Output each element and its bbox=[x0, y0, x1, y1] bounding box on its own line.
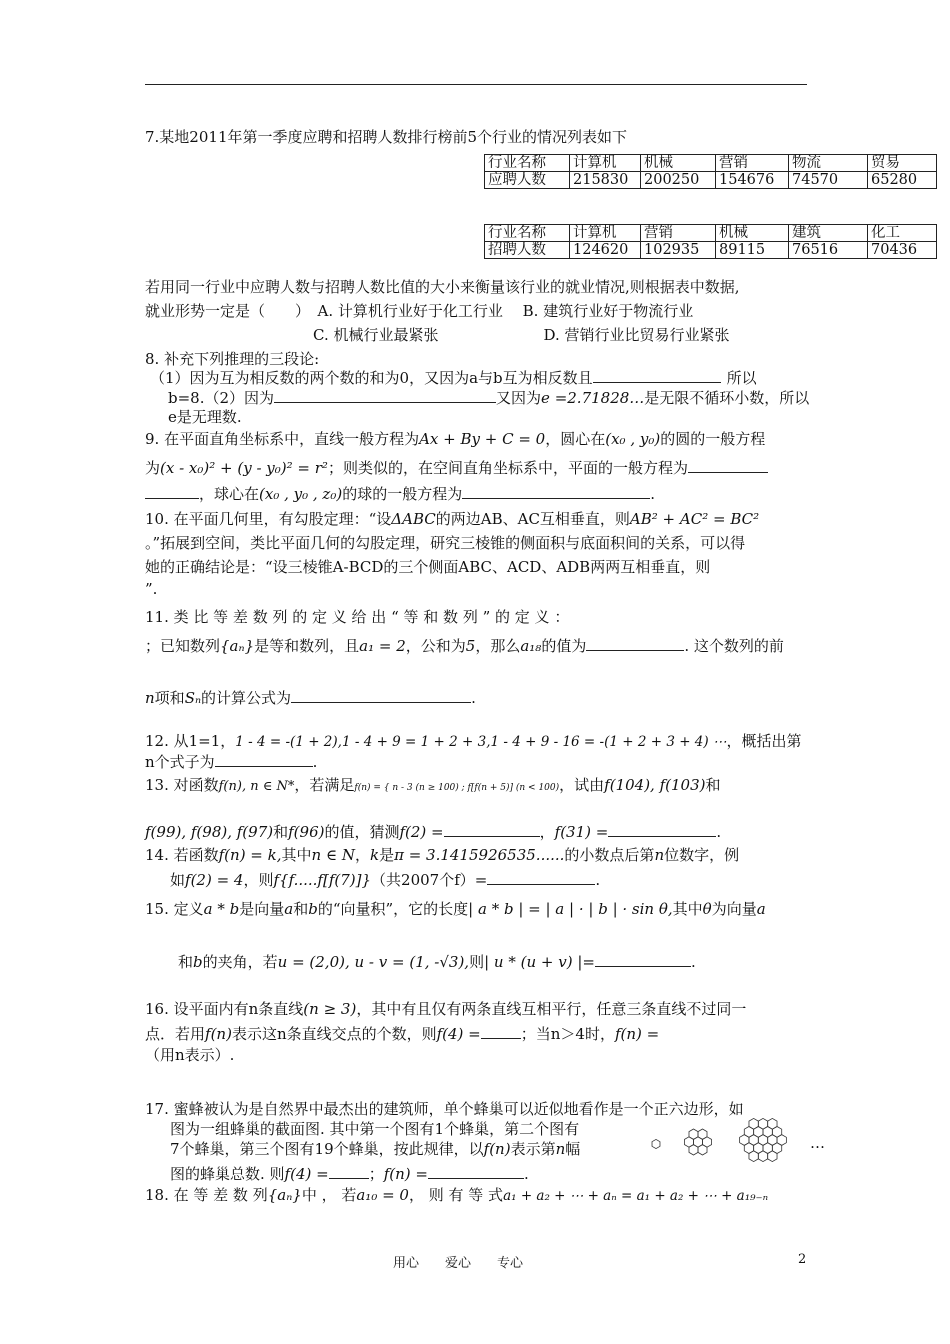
answer-blank[interactable] bbox=[481, 1024, 521, 1039]
q7-table-applicants bbox=[484, 154, 937, 189]
table-cell: 建筑 bbox=[789, 225, 868, 242]
math-expr: a * b bbox=[203, 900, 240, 918]
honeycomb-cell bbox=[703, 1137, 712, 1147]
q13-text: 的值，猜测 bbox=[324, 823, 400, 841]
math-expr: 1 - 4 = -(1 + 2),1 - 4 + 9 = 1 + 2 + 3,1 - 4 + 9 - 16 = -(1 + 2 + 3 + 4) ⋯ bbox=[235, 734, 727, 750]
q9-text: 的圆的一般方程 bbox=[660, 430, 766, 448]
q15-text: 的“向量积”，它的长度 bbox=[317, 900, 469, 918]
math-expr: b bbox=[308, 900, 318, 918]
q8-text: b=8.（2）因为 bbox=[168, 389, 275, 407]
math-expr: n bbox=[555, 1140, 566, 1158]
table-cell: 70436 bbox=[868, 242, 937, 259]
q15-text: 其中 bbox=[672, 900, 703, 918]
answer-blank[interactable] bbox=[444, 822, 540, 837]
q12-text: n个式子为 bbox=[145, 753, 215, 771]
math-expr: f(96) bbox=[288, 823, 325, 841]
math-expr: f(104), f(103) bbox=[604, 776, 706, 794]
q15-text: 是向量 bbox=[239, 900, 285, 918]
honeycomb-figures bbox=[648, 1110, 818, 1174]
math-expr: a₁ = 2 bbox=[359, 637, 406, 655]
q14-line-2 bbox=[170, 870, 835, 889]
q15-text: 的夹角，若 bbox=[202, 953, 278, 971]
math-expr: f(2) = bbox=[399, 823, 444, 841]
q10-line-1 bbox=[145, 510, 810, 528]
table-cell: 化工 bbox=[868, 225, 937, 242]
answer-blank[interactable] bbox=[487, 870, 595, 885]
q14-text: 如 bbox=[170, 871, 186, 889]
table-cell: 行业名称 bbox=[485, 225, 570, 242]
table-cell: 计算机 bbox=[570, 225, 641, 242]
q14-line-1 bbox=[145, 846, 810, 864]
q15-text: 为向量 bbox=[711, 900, 757, 918]
q17-text: 表示第 bbox=[510, 1140, 556, 1158]
q8-text: （1）因为互为相反数的两个数的和为0，又因为a与b互为相反数且 bbox=[150, 369, 593, 387]
answer-blank[interactable] bbox=[145, 484, 199, 499]
q12-text: ，概括出第 bbox=[726, 732, 802, 750]
q18-text: 18. 在 等 差 数 列 bbox=[145, 1186, 268, 1204]
q14-text: 其中 bbox=[281, 846, 312, 864]
q7-title: 7.某地2011年第一季度应聘和招聘人数排行榜前5个行业的情况列表如下 bbox=[145, 128, 628, 146]
table-cell: 应聘人数 bbox=[485, 172, 570, 189]
table-cell: 65280 bbox=[868, 172, 937, 189]
q8-line-2 bbox=[168, 388, 810, 407]
q8-text: 是无限不循环小数，所以 bbox=[644, 389, 810, 407]
q14-text: ，则 bbox=[243, 871, 274, 889]
q13-text: ，若满足 bbox=[294, 776, 355, 794]
q16-text: ；当n＞4时， bbox=[520, 1025, 615, 1043]
math-expr: f(99), f(98), f(97) bbox=[145, 823, 274, 841]
q11-text: 是等和数列，且 bbox=[254, 637, 360, 655]
q9-text: ，球心在 bbox=[199, 485, 260, 503]
q9-line-3 bbox=[145, 484, 810, 503]
q13-text: . bbox=[716, 823, 722, 841]
math-expr: f(2) = 4 bbox=[185, 871, 244, 889]
math-expr: a bbox=[756, 900, 766, 918]
q8-text: 又因为 bbox=[496, 389, 542, 407]
table-cell: 74570 bbox=[789, 172, 868, 189]
q12-text: 12. 从1=1， bbox=[145, 732, 236, 750]
math-expr: n ∈ N bbox=[311, 846, 355, 864]
q11-line-3 bbox=[145, 688, 810, 707]
table-cell: 154676 bbox=[716, 172, 789, 189]
math-expr: {aₙ} bbox=[220, 637, 255, 655]
q16-text: 16. 设平面内有n条直线 bbox=[145, 1000, 304, 1018]
q8-line-3: e是无理数. bbox=[168, 408, 242, 426]
math-expr: f(31) = bbox=[554, 823, 609, 841]
math-expr: f(4) = bbox=[436, 1025, 481, 1043]
q11-text: 项和 bbox=[154, 689, 185, 707]
q9-line-2 bbox=[145, 458, 810, 477]
math-expr: f(4) = bbox=[284, 1165, 329, 1183]
q15-text: = bbox=[582, 953, 595, 971]
math-expr: a₁₀ = 0 bbox=[356, 1186, 409, 1204]
q10-line-4: ”. bbox=[145, 580, 158, 598]
math-expr: Sₙ bbox=[184, 689, 202, 707]
q7-text-2: 就业形势一定是（ ） A. 计算机行业好于化工行业 B. 建筑行业好于物流行业 bbox=[145, 302, 694, 320]
q10-line-3: 她的正确结论是：“设三棱锥A-BCD的三个侧面ABC、ACD、ADB两两互相垂直，则 bbox=[145, 558, 711, 576]
table-cell: 计算机 bbox=[570, 155, 641, 172]
q13-line-1 bbox=[145, 776, 810, 797]
math-expr: u = (2,0), u - v = (1, -√3), bbox=[277, 953, 470, 971]
q10-line-2: 。”拓展到空间，类比平面几何的勾股定理，研究三棱锥的侧面积与底面积间的关系，可以得 bbox=[145, 534, 746, 552]
q15-text: 15. 定义 bbox=[145, 900, 204, 918]
q9-line-1 bbox=[145, 430, 810, 448]
q7-text-3: C. 机械行业最紧张 D. 营销行业比贸易行业紧张 bbox=[313, 326, 730, 344]
table-cell: 124620 bbox=[570, 242, 641, 259]
q11-line-1: 11. 类 比 等 差 数 列 的 定 义 给 出 “ 等 和 数 列 ” 的 定 义 ： bbox=[145, 608, 570, 626]
q11-line-2 bbox=[145, 636, 810, 655]
math-expr: (x₀ , y₀) bbox=[605, 430, 661, 448]
footer-text: 用心 爱心 专心 bbox=[393, 1256, 524, 1271]
math-expr: π = 3.1415926535...... bbox=[394, 846, 565, 864]
answer-blank[interactable] bbox=[274, 388, 496, 403]
q11-text: ，公和为 bbox=[405, 637, 466, 655]
table-row bbox=[485, 155, 937, 172]
q10-text: 10. 在平面几何里，有勾股定理：“设 bbox=[145, 510, 392, 528]
math-expr: n bbox=[654, 846, 665, 864]
q16-text: 表示这n条直线交点的个数，则 bbox=[231, 1025, 437, 1043]
answer-blank[interactable] bbox=[608, 822, 716, 837]
q12-line-1 bbox=[145, 732, 810, 751]
answer-blank[interactable] bbox=[462, 484, 650, 499]
q16-line-2 bbox=[145, 1024, 810, 1043]
table-cell: 200250 bbox=[641, 172, 716, 189]
q15-text: 则 bbox=[469, 953, 485, 971]
q18-text: ， 则 有 等 式 bbox=[408, 1186, 504, 1204]
table-cell: 89115 bbox=[716, 242, 789, 259]
table-cell: 营销 bbox=[641, 225, 716, 242]
q15-text: . bbox=[690, 953, 696, 971]
honeycomb-figure-3 bbox=[740, 1118, 787, 1161]
math-expr: (x - x₀)² + (y - y₀)² = r² bbox=[160, 459, 328, 477]
table-cell: 物流 bbox=[789, 155, 868, 172]
q11-text: ；已知数列 bbox=[145, 637, 221, 655]
q14-text: ， bbox=[354, 846, 370, 864]
q10-text: 的两边AB、AC互相垂直，则 bbox=[435, 510, 630, 528]
honeycomb-cell bbox=[652, 1139, 660, 1148]
q15-line-1 bbox=[145, 900, 810, 918]
table-cell: 营销 bbox=[716, 155, 789, 172]
q14-text: 的小数点后第 bbox=[564, 846, 655, 864]
q14-text: 是 bbox=[379, 846, 395, 864]
q13-text: 和 bbox=[273, 823, 289, 841]
answer-blank[interactable] bbox=[586, 636, 684, 651]
honeycomb-figure-2 bbox=[684, 1129, 711, 1155]
math-expr: 5 bbox=[465, 637, 476, 655]
q14-text: . bbox=[595, 871, 601, 889]
honeycomb-cell bbox=[777, 1135, 786, 1146]
math-expr: f(n) = k, bbox=[218, 846, 282, 864]
math-expr: f(n) = bbox=[383, 1165, 428, 1183]
table-cell: 76516 bbox=[789, 242, 868, 259]
table-cell: 招聘人数 bbox=[485, 242, 570, 259]
q14-text: 14. 若函数 bbox=[145, 846, 219, 864]
math-expr: Ax + By + C = 0 bbox=[419, 430, 546, 448]
math-expr: f(n) bbox=[483, 1140, 511, 1158]
q13-text: ， bbox=[539, 823, 555, 841]
q15-line-2 bbox=[178, 952, 843, 971]
q11-text: . 这个数列的前 bbox=[684, 637, 784, 655]
math-expr: f{f.....f[f(7)]} bbox=[273, 871, 372, 889]
math-expr: n bbox=[145, 689, 155, 707]
q11-text: . bbox=[471, 689, 476, 707]
answer-blank[interactable] bbox=[215, 752, 313, 767]
q16-text: 点．若用 bbox=[145, 1025, 206, 1043]
q15-text: 和 bbox=[293, 900, 309, 918]
math-expr: e =2.71828… bbox=[541, 389, 645, 407]
math-expr: k bbox=[369, 846, 380, 864]
math-expr: a₁ + a₂ + ⋯ + aₙ = a₁ + a₂ + ⋯ + a₁₉₋ₙ bbox=[503, 1188, 769, 1204]
math-expr: ΔABC bbox=[391, 510, 436, 528]
answer-blank[interactable] bbox=[595, 952, 691, 967]
math-expr: a₁₈ bbox=[520, 637, 542, 655]
q17-text: 7个蜂巢，第三个图有19个蜂巢，按此规律，以 bbox=[170, 1140, 484, 1158]
table-cell: 行业名称 bbox=[485, 155, 570, 172]
q9-text: . bbox=[650, 485, 656, 503]
math-expr: f(n), n ∈ N* bbox=[218, 779, 295, 794]
honeycomb-ellipsis: … bbox=[810, 1134, 825, 1152]
table-cell: 机械 bbox=[641, 155, 716, 172]
math-expr: (x₀ , y₀ , z₀) bbox=[259, 485, 343, 503]
q13-text: 13. 对函数 bbox=[145, 776, 219, 794]
q14-text: （共2007个f）= bbox=[371, 871, 488, 889]
q14-text: 位数字，例 bbox=[664, 846, 740, 864]
math-expr: f(n) = bbox=[614, 1025, 660, 1043]
q17-text: 幅 bbox=[565, 1140, 581, 1158]
page-number: 2 bbox=[798, 1252, 807, 1267]
answer-blank[interactable] bbox=[291, 688, 471, 703]
q12-line-2 bbox=[145, 752, 810, 771]
math-expr: f(n) bbox=[205, 1025, 232, 1043]
answer-blank[interactable] bbox=[329, 1164, 369, 1179]
math-expr: AB² + AC² = BC² bbox=[629, 510, 760, 528]
table-row bbox=[485, 225, 937, 242]
answer-blank[interactable] bbox=[428, 1164, 524, 1179]
header-rule bbox=[145, 84, 807, 85]
q9-text: 为 bbox=[145, 459, 161, 477]
math-expr: b bbox=[193, 953, 203, 971]
q9-text: 的球的一般方程为 bbox=[342, 485, 463, 503]
q17-text: ； bbox=[368, 1165, 384, 1183]
q7-text-1: 若用同一行业中应聘人数与招聘人数比值的大小来衡量该行业的就业情况,则根据表中数据, bbox=[145, 278, 740, 296]
math-expr: {aₙ} bbox=[267, 1186, 302, 1204]
q9-text: ，圆心在 bbox=[545, 430, 606, 448]
table-cell: 215830 bbox=[570, 172, 641, 189]
q11-text: ，那么 bbox=[475, 637, 521, 655]
q11-text: 的值为 bbox=[541, 637, 587, 655]
q18-text: 中 ， 若 bbox=[301, 1186, 357, 1204]
q16-line-1 bbox=[145, 1000, 810, 1018]
math-expr: (n ≥ 3) bbox=[303, 1000, 357, 1018]
math-expr: a bbox=[284, 900, 294, 918]
q17-line-2: 图为一组蜂巢的截面图. 其中第一个图有1个蜂巢，第二个图有 bbox=[170, 1120, 580, 1138]
table-row bbox=[485, 172, 937, 189]
answer-blank[interactable] bbox=[688, 458, 768, 473]
q16-line-3: （用n表示）. bbox=[145, 1046, 235, 1064]
q13-text: 和 bbox=[705, 776, 721, 794]
q9-text: ；则类似的，在空间直角坐标系中，平面的一般方程为 bbox=[327, 459, 688, 477]
math-piecewise: f(n) = { n - 3 (n ≥ 100) ; f[f(n + 5)] (n < 100) bbox=[354, 783, 560, 793]
q11-text: 的计算公式为 bbox=[201, 689, 292, 707]
q13-text: ，试由 bbox=[559, 776, 605, 794]
table-cell: 102935 bbox=[641, 242, 716, 259]
table-row bbox=[485, 242, 937, 259]
table-cell: 机械 bbox=[716, 225, 789, 242]
q17-text: . bbox=[523, 1165, 529, 1183]
math-expr: | a * b | = | a | · | b | · sin θ, bbox=[468, 900, 673, 918]
q15-text: 和 bbox=[178, 953, 194, 971]
q9-text: 9. 在平面直角坐标系中，直线一般方程为 bbox=[145, 430, 420, 448]
q18-line-1 bbox=[145, 1186, 810, 1205]
q8-line-1 bbox=[150, 368, 792, 387]
q16-text: ，其中有且仅有两条直线互相平行，任意三条直线不过同一 bbox=[356, 1000, 747, 1018]
q8-text: 所以 bbox=[726, 369, 757, 387]
q7-table-recruits bbox=[484, 224, 937, 259]
q17-line-1: 17. 蜜蜂被认为是自然界中最杰出的建筑师，单个蜂巢可以近似地看作是一个正六边形，如 bbox=[145, 1100, 744, 1118]
math-expr: θ bbox=[702, 900, 712, 918]
honeycomb-figure-1 bbox=[652, 1139, 660, 1148]
table-cell: 贸易 bbox=[868, 155, 937, 172]
q17-text: 图的蜂巢总数. 则 bbox=[170, 1165, 285, 1183]
answer-blank[interactable] bbox=[593, 368, 721, 383]
q13-line-2 bbox=[145, 822, 810, 841]
q12-text: . bbox=[312, 753, 318, 771]
math-expr: | u * (u + v) | bbox=[484, 953, 583, 971]
q8-title: 8. 补充下列推理的三段论: bbox=[145, 350, 320, 368]
